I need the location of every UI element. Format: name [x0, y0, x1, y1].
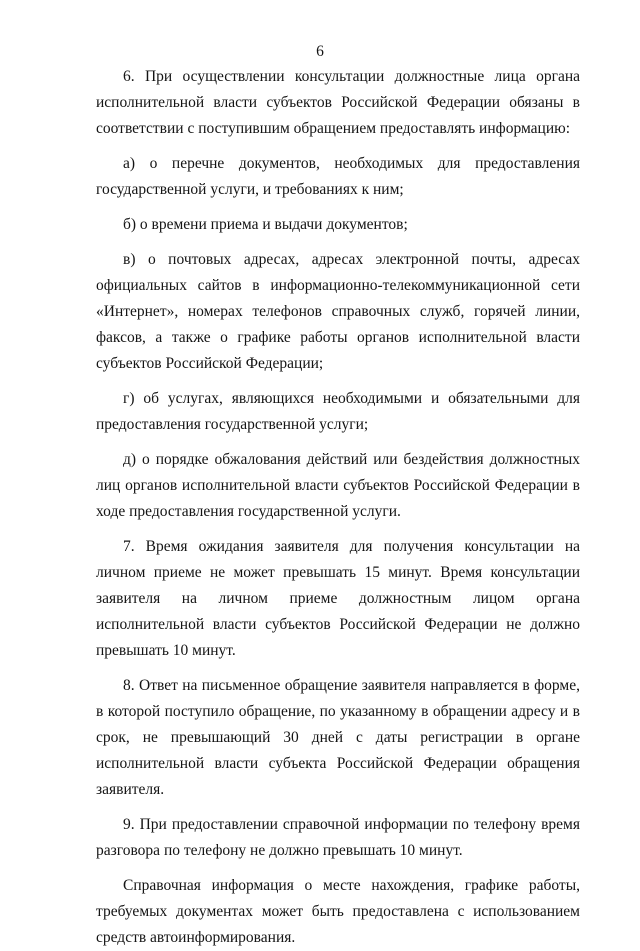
list-item-v: в) о почтовых адресах, адресах электронной почты, адресах официальных сайтов в информационно-телекоммуникационной сети «Интернет», номерах телефонов справочных служб, горячей линии, факсов, а также о графике работы органов исполнительной власти субъектов Российской Федерации; [96, 251, 580, 372]
paragraph-6: 6. При осуществлении консультации должностные лица органа исполнительной власти субъектов Российской Федерации обязаны в соответствии с поступившим обращением предоставлять информацию: [96, 68, 580, 137]
page-number: 6 [316, 43, 324, 60]
paragraph-7: 7. Время ожидания заявителя для получения консультации на личном приеме не может превышать 15 минут. Время консультации заявителя на личном приеме должностным лицом органа исполнительной власти субъектов Российской Федерации не должно превышать 10 минут. [96, 538, 580, 659]
paragraph-8: 8. Ответ на письменное обращение заявителя направляется в форме, в которой поступило обращение, по указанному в обращении адресу и в срок, не превышающий 30 дней с даты регистрации в органе исполнительной власти субъекта Российской Федерации обращения заявителя. [96, 677, 580, 798]
document-body [96, 64, 580, 951]
paragraph-9: 9. При предоставлении справочной информации по телефону время разговора по телефону не должно превышать 10 минут. [96, 816, 580, 859]
list-item-g: г) об услугах, являющихся необходимыми и обязательными для предоставления государственной услуги; [96, 390, 580, 433]
list-item-a: а) о перечне документов, необходимых для предоставления государственной услуги, и требованиях к ним; [96, 155, 580, 198]
list-item-d: д) о порядке обжалования действий или бездействия должностных лиц органов исполнительной власти субъектов Российской Федерации в ходе предоставления государственной услуги. [96, 451, 580, 520]
list-item-b: б) о времени приема и выдачи документов; [123, 216, 408, 233]
reference-info-paragraph: Справочная информация о месте нахождения, графике работы, требуемых документах может быть предоставлена с использованием средств автоинформирования. [96, 877, 580, 946]
